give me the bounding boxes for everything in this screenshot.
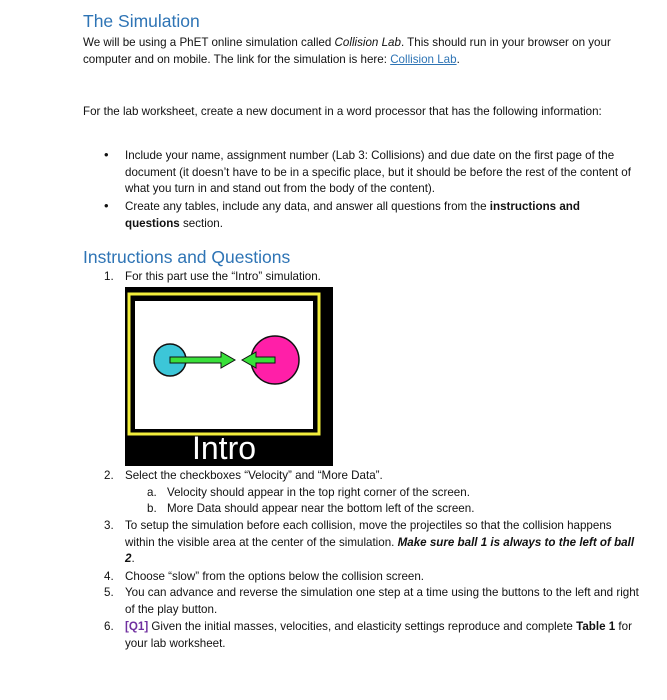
instruction-4: Choose “slow” from the options below the collision screen. <box>125 570 425 583</box>
intro-illustration <box>125 287 333 466</box>
instruction-6-text: Given the initial masses, velocities, and elasticity settings reproduce and complete <box>148 620 577 633</box>
sublist-letter: a. <box>147 486 157 499</box>
instruction-3-end: . <box>131 552 135 565</box>
bullet-marker: • <box>104 198 109 213</box>
list-number: 5. <box>104 586 114 599</box>
collision-lab-link[interactable]: Collision Lab <box>390 52 457 66</box>
instruction-3 <box>125 518 640 568</box>
list-number: 3. <box>104 519 114 532</box>
list-number: 2. <box>104 469 114 482</box>
intro-label: Intro <box>191 430 257 466</box>
bullet-2-bold: instructions and questions <box>125 200 580 230</box>
question-tag: [Q1] <box>125 620 149 633</box>
instruction-2: Select the checkboxes “Velocity” and “More Data”. <box>125 469 383 482</box>
sim-name: Collision Lab <box>334 36 401 49</box>
intro-text-2: . This should run in your browser on your computer and on mobile. The link for the simulation is here: <box>83 36 611 66</box>
section-title-instructions: Instructions and Questions <box>83 247 291 267</box>
bullet-item-1: Include your name, assignment number (Lab 3: Collisions) and due date on the first page of the document (it doesn’t have to be in a specific place, but it should be before the rest of the content of what you turn in and stand out from the body of the content). <box>125 149 631 195</box>
bullet-2-text: Create any tables, include any data, and answer all questions from the <box>125 200 490 213</box>
instruction-6-end: for your lab worksheet. <box>125 620 632 650</box>
intro-end: . <box>456 52 460 66</box>
table-reference: Table 1 <box>576 620 616 633</box>
instruction-3-text: To setup the simulation before each collision, move the projectiles so that the collision happens within the visible area at the center of the simulation. <box>125 519 612 549</box>
intro-text: We will be using a PhET online simulation called <box>83 36 335 49</box>
instruction-2b: More Data should appear near the bottom left of the screen. <box>167 502 475 515</box>
instruction-3-emphasis: Make sure ball 1 is always to the left of ball 2 <box>125 535 635 565</box>
instruction-5: You can advance and reverse the simulation one step at a time using the buttons to the left and right of the play button. <box>125 586 639 616</box>
list-number: 4. <box>104 570 114 583</box>
worksheet-instructions: For the lab worksheet, create a new document in a word processor that has the following information: <box>83 105 602 118</box>
bullet-2-end: section. <box>179 216 223 230</box>
list-number: 1. <box>104 270 114 283</box>
section-title-simulation: The Simulation <box>83 11 200 31</box>
bullet-marker: • <box>104 147 109 162</box>
list-number: 6. <box>104 620 114 633</box>
instruction-1: For this part use the “Intro” simulation. <box>125 270 321 283</box>
instruction-2a: Velocity should appear in the top right corner of the screen. <box>167 486 470 499</box>
bullet-item-2 <box>125 199 635 232</box>
instruction-6 <box>125 619 640 652</box>
intro-paragraph <box>83 35 643 68</box>
intro-simulation-thumbnail[interactable] <box>125 287 333 466</box>
sublist-letter: b. <box>147 502 157 515</box>
